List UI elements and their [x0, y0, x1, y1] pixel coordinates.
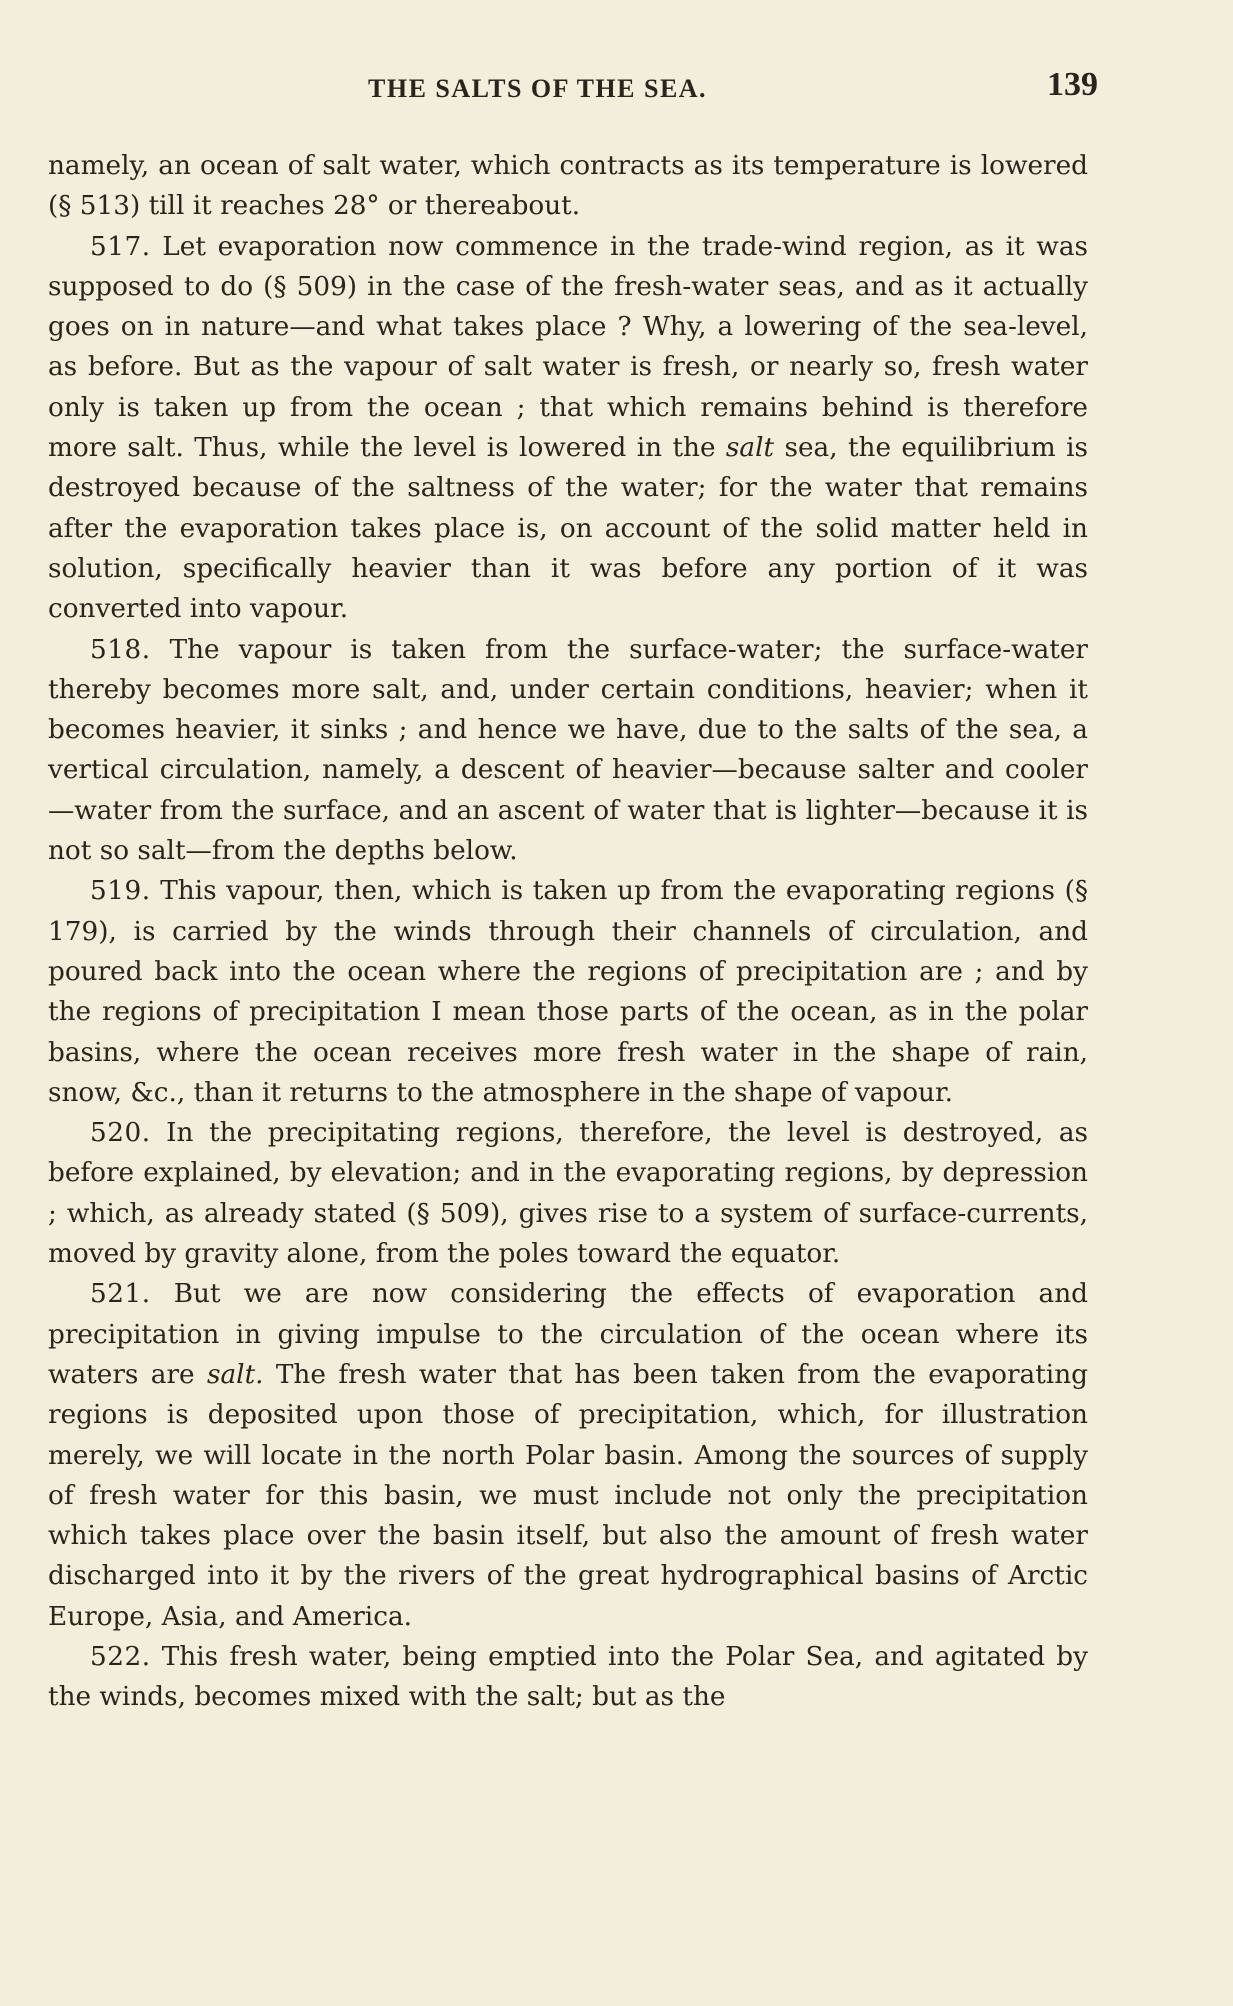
paragraph-522 [48, 1637, 1088, 1718]
section-number: 522. [90, 1641, 151, 1672]
page-number: 139 [1047, 66, 1098, 103]
paragraph-517 [48, 227, 1088, 630]
paragraph-520 [48, 1113, 1088, 1274]
text-segment: The fresh water that has been taken from the evaporating regions is deposited upon those of precipitation, which, for illustration merely, we will locate in the north Polar basin. Among the sources of supply of fresh water for this basin, we must include not only the precipitation which takes place over the basin itself, but also the amount of fresh water discharged into it by the rivers of the great hydrographical basins of Arctic Europe, Asia, and America. [48, 1359, 1088, 1632]
paragraph-519 [48, 871, 1088, 1113]
body-text [48, 146, 1088, 1718]
page-header [48, 66, 1098, 110]
text-segment: sea, the equilibrium is destroyed because of the saltness of the water; for the water that remains after the evaporation takes place is, on account of the solid matter held in solution, specifically heavier than it was before any portion of it was converted into vapour. [48, 433, 1088, 625]
section-number: 519. [90, 876, 151, 907]
paragraph-continued [48, 146, 1088, 227]
text-segment: namely, an ocean of salt water, which contracts as its temperature is lowered (§ 513) till it reaches 28° or thereabout. [48, 151, 1088, 222]
text-segment: This fresh water, being emptied into the Polar Sea, and agitated by the winds, becomes mixed with the salt; but as the [48, 1641, 1089, 1713]
text-segment: This vapour, then, which is taken up from the evaporating regions (§ 179), is carried by the winds through their channels of circulation, and poured back into the ocean where the regions of precipitation are ; and by the regions of precipitation I mean those parts of the ocean, as in the polar basins, where the ocean receives more fresh water in the shape of rain, snow, &c., than it returns to the atmosphere in the shape of vapour. [48, 876, 1088, 1108]
italic-text: salt. [206, 1359, 264, 1390]
paragraph-518 [48, 630, 1088, 872]
section-number: 518. [90, 634, 151, 665]
text-segment: In the precipitating regions, therefore, the level is destroyed, as before explained, by elevation; and in the evaporating regions, by depression ; which, as already stated (§ 509), gives rise to a system of surface-currents, moved by gravity alone, from the poles toward the equator. [48, 1118, 1089, 1270]
text-segment: Let evaporation now commence in the trade-wind region, as it was supposed to do (§ 509) in the case of the fresh-water seas, and as it actually goes on in nature—and what takes place ? Why, a lowering of the sea-level, as before. But as the vapour of salt water is fresh, or nearly so, fresh water only is taken up from the ocean ; that which remains behind is therefore more salt. Thus, while the level is lowered in the [48, 231, 1088, 464]
text-segment: The vapour is taken from the surface-water; the surface-water thereby becomes more salt, and, under certain conditions, heavier; when it becomes heavier, it sinks ; and hence we have, due to the salts of the sea, a vertical circulation, namely, a descent of heavier—because salter and cooler—water from the surface, and an ascent of water that is lighter—because it is not so salt—from the depths below. [48, 634, 1089, 867]
section-number: 517. [90, 231, 151, 262]
italic-text: salt [725, 433, 775, 464]
section-number: 521. [90, 1279, 151, 1310]
running-head: THE SALTS OF THE SEA. [368, 74, 708, 103]
paragraph-521 [48, 1274, 1088, 1637]
section-number: 520. [90, 1118, 151, 1149]
text-segment: But we are now considering the effects of evaporation and precipitation in giving impulse to the circulation of the ocean where its waters are [48, 1279, 1089, 1390]
